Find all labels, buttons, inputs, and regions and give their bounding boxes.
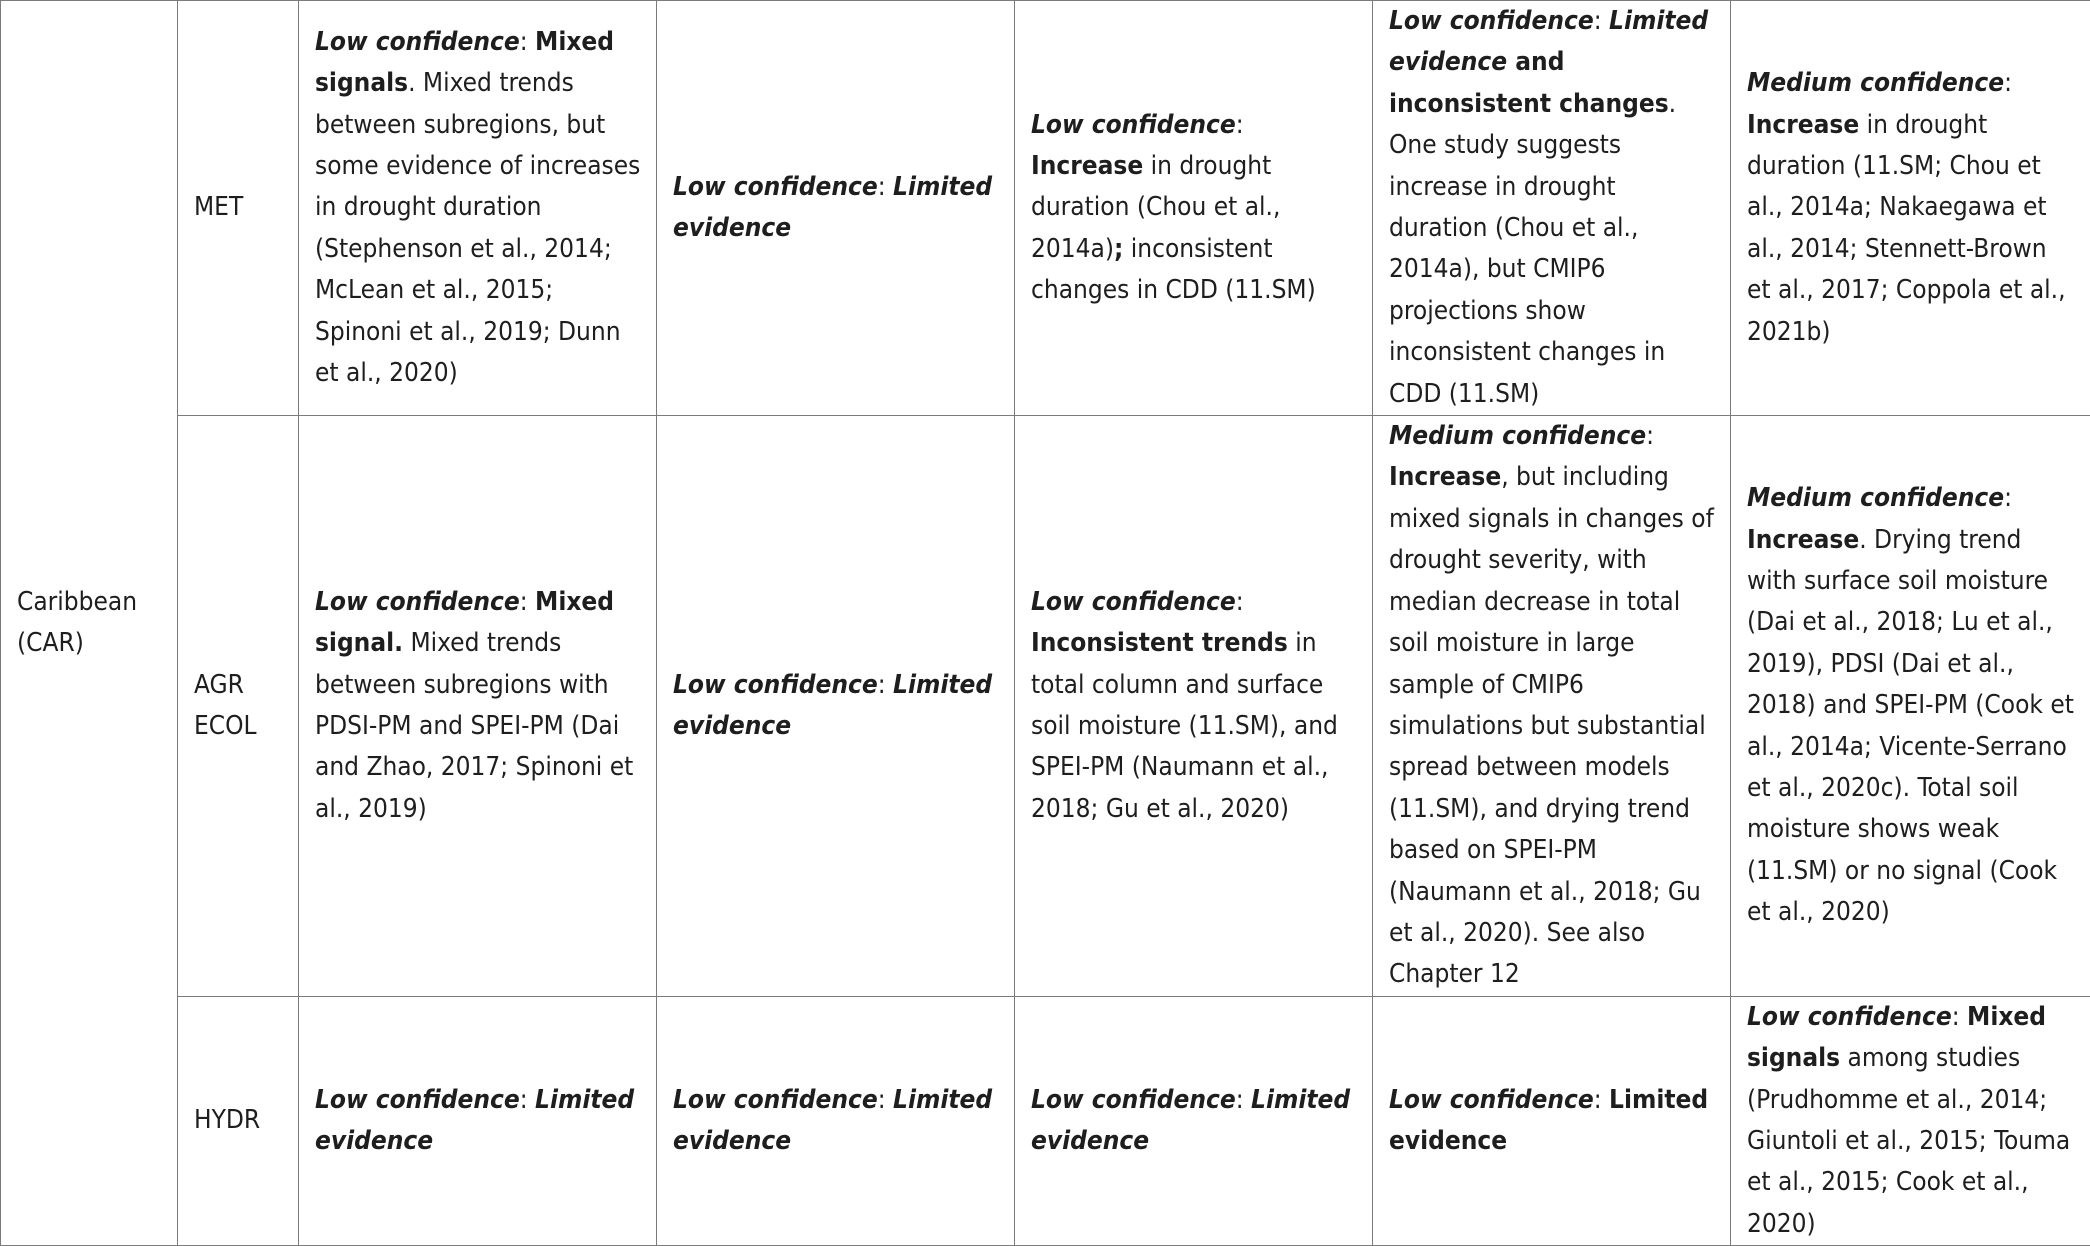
cell-text-segment: Medium confidence xyxy=(1747,68,2004,98)
assessment-cell xyxy=(657,416,1015,997)
cell-text-segment: : xyxy=(1236,1085,1251,1115)
cell-text-segment: Mixed trends between subregions with PDSI-PM and SPEI-PM (Dai and Zhao, 2017; Spinoni et al., 2019) xyxy=(315,628,633,824)
cell-text-segment: Low confidence xyxy=(1031,110,1236,140)
drought-type-cell xyxy=(178,1,299,416)
cell-text-segment: : xyxy=(1236,587,1244,617)
cell-text-segment: : xyxy=(520,1085,535,1115)
cell-text-segment: among studies (Prudhomme et al., 2014; Giuntoli et al., 2015; Touma et al., 2015; Cook et al., 2020) xyxy=(1747,1043,2070,1239)
cell-text-segment: Increase xyxy=(1747,110,1859,140)
region-label-line1: Caribbean xyxy=(17,587,137,617)
assessment-cell xyxy=(1015,416,1373,997)
assessment-cell xyxy=(1731,996,2090,1245)
cell-text-segment: , but including mixed signals in changes of drought severity, with median decrease in total soil moisture in large sample of CMIP6 simulations but substantial spread between models (11.SM), and drying trend based on SPEI-PM (Naumann et al., 2018; Gu et al., 2020). See also Chapter 12 xyxy=(1389,462,1714,989)
cell-text-segment: Limited evidence xyxy=(673,172,992,243)
cell-text-segment: Limited evidence xyxy=(673,670,992,741)
drought-type-label: ECOL xyxy=(194,711,257,741)
cell-text-segment: Low confidence xyxy=(315,1085,520,1115)
assessment-cell xyxy=(1015,996,1373,1245)
cell-text-segment: : xyxy=(1594,1085,1609,1115)
cell-text-segment: . Drying trend with surface soil moisture (Dai et al., 2018; Lu et al., 2019), PDSI (Dai et al., 2018) and SPEI-PM (Cook et al., 2014a; Vicente-Serrano et al., 2020c). Total soil moisture shows weak (11.SM) or no signal (Cook et al., 2020) xyxy=(1747,525,2074,928)
cell-text-segment: : xyxy=(2004,483,2012,513)
drought-type-cell xyxy=(178,996,299,1245)
assessment-cell xyxy=(1373,1,1731,416)
assessment-cell xyxy=(1731,416,2090,997)
drought-type-cell xyxy=(178,416,299,997)
cell-text-segment: : xyxy=(2004,68,2012,98)
table-row-agr-ecol xyxy=(1,416,2090,997)
drought-type-label: AGR xyxy=(194,670,244,700)
cell-text-segment: Limited evidence xyxy=(1389,1085,1708,1156)
cell-text-segment: : xyxy=(878,172,893,202)
cell-text-segment: Low confidence xyxy=(1389,1085,1594,1115)
cell-text-segment: Mixed signals xyxy=(1747,1002,2046,1073)
assessment-cell xyxy=(1373,416,1731,997)
assessment-cell xyxy=(299,996,657,1245)
cell-text-segment: Limited evidence xyxy=(1389,6,1708,77)
cell-text-segment: Limited evidence xyxy=(1031,1085,1350,1156)
cell-text-segment: Low confidence xyxy=(1031,587,1236,617)
cell-text-segment: : xyxy=(878,670,893,700)
cell-text-segment: . Mixed trends between subregions, but some evidence of increases in drought duration (Stephenson et al., 2014; McLean et al., 2015; Spinoni et al., 2019; Dunn et al., 2020) xyxy=(315,68,640,388)
cell-text-segment: : xyxy=(520,587,535,617)
cell-text-segment: Limited evidence xyxy=(673,1085,992,1156)
cell-text-segment: : xyxy=(1646,421,1654,451)
assessment-cell xyxy=(1731,1,2090,416)
assessment-cell xyxy=(657,996,1015,1245)
drought-type-label: HYDR xyxy=(194,1105,260,1135)
cell-text-segment: : xyxy=(1236,110,1244,140)
cell-text-segment: in drought duration (Chou et al., 2014a) xyxy=(1031,151,1280,264)
cell-text-segment: Limited evidence xyxy=(315,1085,634,1156)
cell-text-segment: : xyxy=(1594,6,1609,36)
cell-text-segment: Medium confidence xyxy=(1389,421,1646,451)
assessment-cell xyxy=(1015,1,1373,416)
cell-text-segment: Low confidence xyxy=(1031,1085,1236,1115)
cell-text-segment: ; xyxy=(1114,234,1123,264)
cell-text-segment: Low confidence xyxy=(673,172,878,202)
table-row-met xyxy=(1,1,2090,416)
cell-text-segment: : xyxy=(878,1085,893,1115)
cell-text-segment: Increase xyxy=(1389,462,1501,492)
cell-text-segment: Mixed signal. xyxy=(315,587,614,658)
cell-text-segment: and inconsistent changes xyxy=(1389,47,1669,118)
cell-text-segment: Inconsistent trends xyxy=(1031,628,1288,658)
table-row-hydr xyxy=(1,996,2090,1245)
cell-text-segment: Low confidence xyxy=(315,587,520,617)
cell-text-segment: Increase xyxy=(1747,525,1859,555)
cell-text-segment: Low confidence xyxy=(673,670,878,700)
cell-text-segment: Low confidence xyxy=(1389,6,1594,36)
drought-type-label: MET xyxy=(194,192,243,222)
assessment-cell xyxy=(657,1,1015,416)
cell-text-segment: Medium confidence xyxy=(1747,483,2004,513)
assessment-cell xyxy=(299,416,657,997)
cell-text-segment: : xyxy=(1952,1002,1967,1032)
cell-text-segment: : xyxy=(520,27,535,57)
cell-text-segment: . One study suggests increase in drought duration (Chou et al., 2014a), but CMIP6 projections show inconsistent changes in CDD (11.SM) xyxy=(1389,89,1676,409)
assessment-cell xyxy=(299,1,657,416)
cell-text-segment: inconsistent changes in CDD (11.SM) xyxy=(1031,234,1316,305)
region-cell xyxy=(1,1,178,1246)
cell-text-segment: Low confidence xyxy=(315,27,520,57)
cell-text-segment: Increase xyxy=(1031,151,1143,181)
cell-text-segment: Low confidence xyxy=(673,1085,878,1115)
cell-text-segment: Low confidence xyxy=(1747,1002,1952,1032)
cell-text-segment: in drought duration (11.SM; Chou et al., 2014a; Nakaegawa et al., 2014; Stennett-Brown et al., 2017; Coppola et al., 2021b) xyxy=(1747,110,2066,347)
assessment-cell xyxy=(1373,996,1731,1245)
cell-text-segment: in total column and surface soil moisture (11.SM), and SPEI-PM (Naumann et al., 2018; Gu et al., 2020) xyxy=(1031,628,1338,824)
cell-text-segment: Mixed signals xyxy=(315,27,614,98)
region-label-line2: (CAR) xyxy=(17,628,84,658)
